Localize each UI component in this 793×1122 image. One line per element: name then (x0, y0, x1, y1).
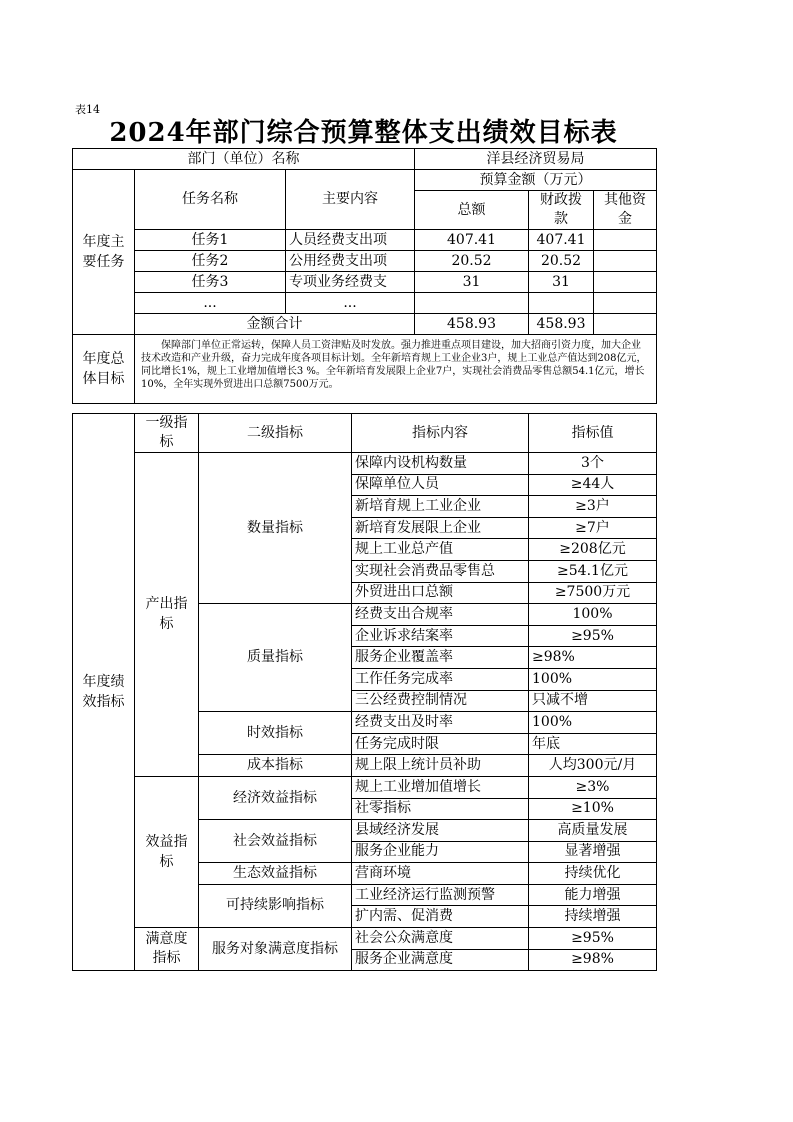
sum-row (73, 314, 657, 335)
annual-task-label: 年度主要任务 (73, 170, 135, 335)
indicator-value: ≥3户 (529, 496, 657, 518)
indicator-value: ≥54.1亿元 (529, 560, 657, 582)
col-fiscal: 财政拨款 (529, 191, 594, 230)
indicator-value: ≥7500万元 (529, 582, 657, 604)
task-other (594, 230, 657, 251)
sum-label: 金额合计 (135, 314, 415, 335)
indicator-content: 工业经济运行监测预警 (352, 884, 529, 906)
indicator-value: ≥7户 (529, 517, 657, 539)
perf-label: 年度绩效指标 (73, 414, 135, 971)
task-content: ... (286, 293, 415, 314)
indicator-content: 服务企业能力 (352, 841, 529, 863)
l2-quantity: 数量指标 (199, 453, 352, 604)
table-row (73, 230, 657, 251)
table-number: 表14 (75, 103, 100, 116)
col-main-content: 主要内容 (286, 170, 415, 230)
header-content: 指标内容 (352, 414, 529, 453)
col-other: 其他资金 (594, 191, 657, 230)
indicator-content: 新培育规上工业企业 (352, 496, 529, 518)
task-name: ... (135, 293, 286, 314)
sum-fiscal: 458.93 (529, 314, 594, 335)
task-content: 公用经费支出项 (286, 251, 415, 272)
indicator-value: 3个 (529, 453, 657, 475)
indicator-value: 人均300元/月 (529, 755, 657, 777)
task-content: 专项业务经费支 (286, 272, 415, 293)
indicator-value: ≥95% (529, 625, 657, 647)
l2-timeliness: 时效指标 (199, 712, 352, 755)
header-level1: 一级指标 (135, 414, 199, 453)
indicator-value: 持续增强 (529, 906, 657, 928)
indicator-content: 服务企业覆盖率 (352, 647, 529, 669)
indicator-content: 社会公众满意度 (352, 928, 529, 950)
indicator-value: 能力增强 (529, 884, 657, 906)
task-total (415, 293, 529, 314)
l2-service-satisfaction: 服务对象满意度指标 (199, 928, 352, 971)
indicator-content: 规上限上统计员补助 (352, 755, 529, 777)
table-row (73, 928, 657, 950)
col-task-name: 任务名称 (135, 170, 286, 230)
table-row (73, 453, 657, 475)
task-fiscal: 407.41 (529, 230, 594, 251)
task-total: 407.41 (415, 230, 529, 251)
table-row (73, 251, 657, 272)
indicator-value: ≥98% (529, 647, 657, 669)
l1-benefit: 效益指标 (135, 776, 199, 927)
indicator-content: 县域经济发展 (352, 820, 529, 842)
indicator-content: 实现社会消费品零售总 (352, 560, 529, 582)
indicator-content: 保障内设机构数量 (352, 453, 529, 475)
task-name: 任务3 (135, 272, 286, 293)
overall-text: 保障部门单位正常运转，保障人员工资津贴及时发放。强力推进重点项目建设，加大招商引资力度，加大企业技术改造和产业升级，奋力完成年度各项目标计划。全年新培育规上工业企业3户，规上工业总产值达到208亿元，同比增长1%，规上工业增加值增长3 %。全年新培育发展限上企业7户，实现社会消费品零售总额54.1亿元，增长10%，全年实现外贸进出口总额7500万元。 (135, 335, 657, 404)
indicator-content: 扩内需、促消费 (352, 906, 529, 928)
header-value: 指标值 (529, 414, 657, 453)
indicator-value: 只减不增 (529, 690, 657, 712)
indicator-value: 年底 (529, 733, 657, 755)
task-fiscal: 31 (529, 272, 594, 293)
indicator-content: 新培育发展限上企业 (352, 517, 529, 539)
l1-satisfaction: 满意度指标 (135, 928, 199, 971)
indicator-value: ≥98% (529, 949, 657, 971)
indicator-value: 持续优化 (529, 863, 657, 885)
indicator-content: 营商环境 (352, 863, 529, 885)
task-name: 任务1 (135, 230, 286, 251)
indicator-content: 工作任务完成率 (352, 668, 529, 690)
l1-output: 产出指标 (135, 453, 199, 777)
dept-label: 部门（单位）名称 (73, 149, 415, 170)
indicator-value: ≥95% (529, 928, 657, 950)
task-content: 人员经费支出项 (286, 230, 415, 251)
l2-economic: 经济效益指标 (199, 776, 352, 819)
indicator-content: 保障单位人员 (352, 474, 529, 496)
dept-name: 洋县经济贸易局 (415, 149, 657, 170)
indicator-content: 外贸进出口总额 (352, 582, 529, 604)
indicator-value: 100% (529, 668, 657, 690)
l2-sustainable: 可持续影响指标 (199, 884, 352, 927)
indicator-value: ≥44人 (529, 474, 657, 496)
indicator-content: 三公经费控制情况 (352, 690, 529, 712)
task-fiscal (529, 293, 594, 314)
task-name: 任务2 (135, 251, 286, 272)
indicator-value: ≥10% (529, 798, 657, 820)
l2-ecological: 生态效益指标 (199, 863, 352, 885)
overall-label: 年度总体目标 (73, 335, 135, 404)
l2-social: 社会效益指标 (199, 820, 352, 863)
task-other (594, 251, 657, 272)
l2-cost: 成本指标 (199, 755, 352, 777)
indicator-content: 任务完成时限 (352, 733, 529, 755)
indicator-value: 100% (529, 604, 657, 626)
indicator-content: 经费支出合规率 (352, 604, 529, 626)
page-title: 2024年部门综合预算整体支出绩效目标表 (109, 118, 618, 148)
indicator-content: 规上工业总产值 (352, 539, 529, 561)
table-row (73, 776, 657, 798)
col-budget: 预算金额（万元） (415, 170, 657, 191)
sum-total: 458.93 (415, 314, 529, 335)
budget-task-table (72, 148, 657, 404)
indicator-content: 规上工业增加值增长 (352, 776, 529, 798)
indicator-value: 高质量发展 (529, 820, 657, 842)
indicator-value: 100% (529, 712, 657, 734)
table-row (73, 272, 657, 293)
table-row (73, 293, 657, 314)
task-other (594, 293, 657, 314)
indicator-content: 企业诉求结案率 (352, 625, 529, 647)
col-total: 总额 (415, 191, 529, 230)
indicator-content: 社零指标 (352, 798, 529, 820)
task-fiscal: 20.52 (529, 251, 594, 272)
indicator-value: ≥3% (529, 776, 657, 798)
indicator-value: 显著增强 (529, 841, 657, 863)
performance-indicator-table (72, 413, 657, 971)
indicator-content: 经费支出及时率 (352, 712, 529, 734)
sum-other (594, 314, 657, 335)
task-total: 20.52 (415, 251, 529, 272)
task-other (594, 272, 657, 293)
task-total: 31 (415, 272, 529, 293)
l2-quality: 质量指标 (199, 604, 352, 712)
indicator-value: ≥208亿元 (529, 539, 657, 561)
header-level2: 二级指标 (199, 414, 352, 453)
indicator-content: 服务企业满意度 (352, 949, 529, 971)
